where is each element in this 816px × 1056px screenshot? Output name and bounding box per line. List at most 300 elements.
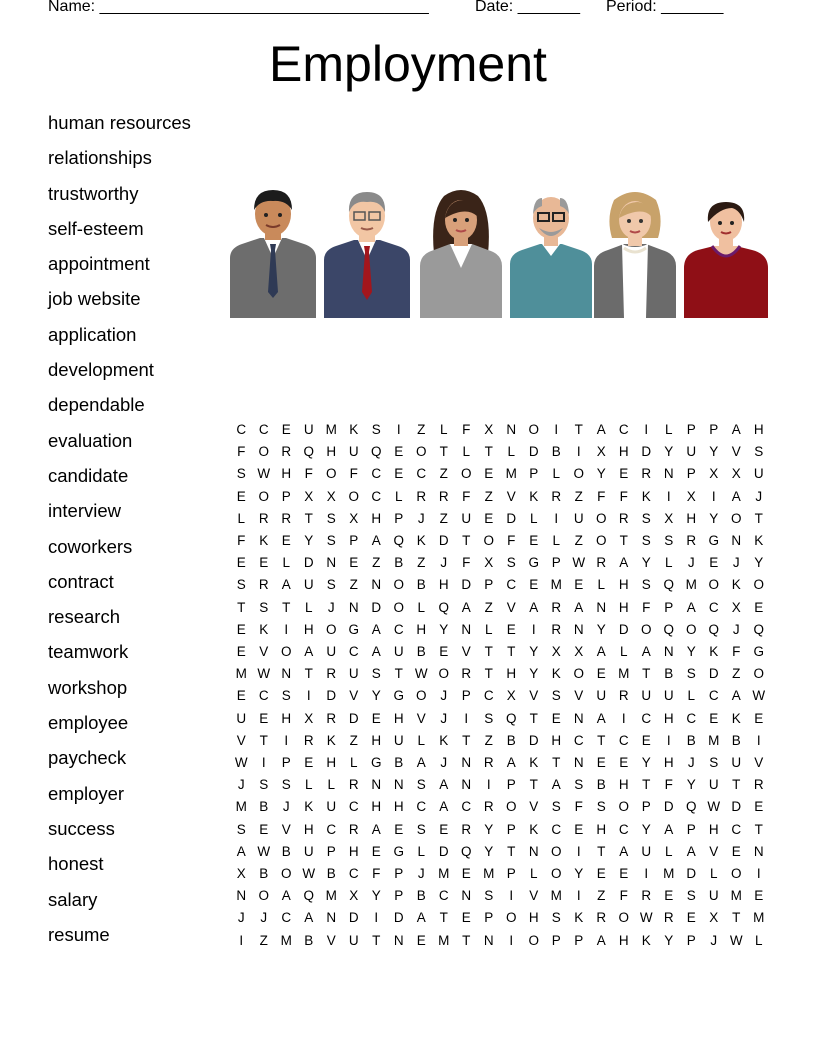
grid-cell[interactable]: I — [554, 510, 559, 526]
grid-cell[interactable]: R — [686, 533, 697, 549]
grid-cell[interactable]: I — [756, 732, 761, 748]
grid-cell[interactable]: H — [281, 466, 292, 482]
grid-cell[interactable]: E — [686, 910, 696, 926]
grid-cell[interactable]: M — [505, 466, 517, 482]
grid-cell[interactable]: W — [234, 755, 248, 771]
grid-cell[interactable]: U — [393, 644, 404, 660]
grid-cell[interactable]: B — [416, 577, 426, 593]
grid-cell[interactable]: V — [349, 688, 359, 704]
grid-cell[interactable]: V — [236, 732, 246, 748]
grid-cell[interactable]: Y — [304, 533, 314, 549]
grid-cell[interactable]: W — [639, 910, 653, 926]
grid-cell[interactable]: N — [461, 888, 472, 904]
grid-cell[interactable]: Q — [663, 621, 674, 637]
grid-cell[interactable]: F — [574, 799, 583, 815]
grid-cell[interactable]: M — [235, 666, 247, 682]
grid-cell[interactable]: V — [281, 821, 291, 837]
grid-cell[interactable]: P — [686, 466, 696, 482]
grid-cell[interactable]: B — [281, 843, 291, 859]
grid-cell[interactable]: K — [529, 755, 539, 771]
grid-cell[interactable]: J — [440, 710, 448, 726]
grid-cell[interactable]: U — [641, 843, 652, 859]
grid-cell[interactable]: M — [663, 866, 675, 882]
grid-cell[interactable]: Y — [484, 821, 494, 837]
grid-cell[interactable]: X — [326, 488, 336, 504]
grid-cell[interactable]: S — [574, 777, 584, 793]
grid-cell[interactable]: L — [462, 444, 470, 460]
grid-cell[interactable]: V — [574, 688, 584, 704]
grid-cell[interactable]: A — [281, 577, 291, 593]
grid-cell[interactable]: M — [550, 888, 562, 904]
grid-cell[interactable]: P — [349, 533, 359, 549]
grid-cell[interactable]: R — [258, 510, 269, 526]
grid-cell[interactable]: I — [284, 732, 289, 748]
grid-cell[interactable]: P — [641, 799, 651, 815]
grid-cell[interactable]: E — [461, 910, 471, 926]
grid-cell[interactable]: B — [686, 732, 696, 748]
grid-cell[interactable]: C — [573, 732, 584, 748]
grid-cell[interactable]: N — [528, 843, 539, 859]
grid-cell[interactable]: N — [753, 843, 764, 859]
grid-cell[interactable]: H — [551, 732, 562, 748]
grid-cell[interactable]: I — [666, 488, 671, 504]
grid-cell[interactable]: M — [325, 422, 337, 437]
grid-cell[interactable]: F — [597, 488, 606, 504]
grid-cell[interactable]: D — [348, 910, 359, 926]
grid-cell[interactable]: S — [551, 910, 561, 926]
grid-cell[interactable]: I — [756, 866, 761, 882]
grid-cell[interactable]: J — [260, 910, 268, 926]
grid-cell[interactable]: A — [731, 688, 741, 704]
grid-cell[interactable]: Z — [732, 666, 741, 682]
grid-cell[interactable]: A — [596, 644, 606, 660]
grid-cell[interactable]: E — [281, 533, 291, 549]
grid-cell[interactable]: S — [416, 821, 426, 837]
grid-cell[interactable]: S — [236, 577, 246, 593]
grid-cell[interactable]: S — [551, 688, 561, 704]
grid-cell[interactable]: L — [417, 599, 425, 615]
grid-cell[interactable]: K — [574, 910, 584, 926]
grid-cell[interactable]: Q — [303, 888, 314, 904]
grid-cell[interactable]: L — [349, 755, 358, 771]
grid-cell[interactable]: K — [641, 488, 651, 504]
grid-cell[interactable]: Z — [349, 732, 358, 748]
grid-cell[interactable]: C — [708, 688, 719, 704]
grid-cell[interactable]: I — [486, 777, 491, 793]
grid-cell[interactable]: I — [644, 422, 649, 437]
grid-cell[interactable]: D — [731, 799, 742, 815]
grid-cell[interactable]: T — [754, 510, 763, 526]
grid-cell[interactable]: Q — [505, 710, 517, 726]
grid-cell[interactable]: H — [348, 843, 359, 859]
grid-cell[interactable]: S — [281, 688, 291, 704]
grid-cell[interactable]: T — [754, 821, 763, 837]
grid-cell[interactable]: M — [235, 799, 247, 815]
grid-cell[interactable]: Z — [439, 510, 448, 526]
grid-cell[interactable]: M — [325, 888, 337, 904]
grid-cell[interactable]: L — [709, 866, 718, 882]
grid-cell[interactable]: Y — [484, 843, 494, 859]
grid-cell[interactable]: N — [573, 755, 584, 771]
grid-cell[interactable]: C — [618, 422, 629, 437]
grid-cell[interactable]: U — [731, 755, 742, 771]
grid-cell[interactable]: O — [415, 688, 427, 704]
grid-cell[interactable]: C — [438, 888, 449, 904]
grid-cell[interactable]: S — [551, 799, 561, 815]
grid-cell[interactable]: K — [529, 488, 539, 504]
grid-cell[interactable]: I — [711, 488, 716, 504]
grid-cell[interactable]: U — [303, 422, 314, 437]
grid-cell[interactable]: Z — [574, 488, 583, 504]
grid-cell[interactable]: R — [483, 755, 494, 771]
grid-cell[interactable]: K — [731, 577, 741, 593]
grid-cell[interactable]: B — [664, 666, 674, 682]
grid-cell[interactable]: O — [325, 621, 337, 637]
grid-cell[interactable]: R — [438, 488, 449, 504]
grid-cell[interactable]: N — [326, 555, 337, 571]
grid-cell[interactable]: X — [709, 466, 719, 482]
grid-cell[interactable]: B — [394, 555, 404, 571]
grid-cell[interactable]: H — [663, 755, 674, 771]
grid-cell[interactable]: Z — [417, 555, 426, 571]
grid-cell[interactable]: J — [687, 555, 695, 571]
grid-cell[interactable]: T — [394, 666, 403, 682]
grid-cell[interactable]: A — [664, 821, 674, 837]
grid-cell[interactable]: A — [371, 533, 381, 549]
name-field[interactable]: Name: _____________________________________ — [48, 0, 429, 15]
grid-cell[interactable]: O — [325, 466, 337, 482]
grid-cell[interactable]: A — [439, 777, 449, 793]
grid-cell[interactable]: J — [417, 510, 425, 526]
grid-cell[interactable]: G — [528, 555, 539, 571]
grid-cell[interactable]: R — [348, 821, 359, 837]
grid-cell[interactable]: P — [281, 488, 291, 504]
grid-cell[interactable]: R — [618, 510, 629, 526]
grid-cell[interactable]: O — [730, 866, 742, 882]
grid-cell[interactable]: S — [641, 510, 651, 526]
grid-cell[interactable]: T — [552, 755, 561, 771]
grid-cell[interactable]: T — [732, 910, 741, 926]
grid-cell[interactable]: X — [349, 510, 359, 526]
grid-cell[interactable]: U — [686, 444, 697, 460]
grid-cell[interactable]: U — [663, 688, 674, 704]
grid-cell[interactable]: J — [440, 688, 448, 704]
grid-cell[interactable]: G — [393, 688, 404, 704]
grid-cell[interactable]: B — [596, 777, 606, 793]
grid-cell[interactable]: A — [596, 710, 606, 726]
grid-cell[interactable]: M — [753, 910, 765, 926]
grid-cell[interactable]: C — [348, 799, 359, 815]
grid-cell[interactable]: E — [574, 821, 584, 837]
grid-cell[interactable]: X — [506, 688, 516, 704]
grid-cell[interactable]: R — [551, 488, 562, 504]
grid-cell[interactable]: D — [438, 533, 449, 549]
grid-cell[interactable]: S — [326, 577, 336, 593]
grid-cell[interactable]: A — [641, 644, 651, 660]
grid-cell[interactable]: C — [393, 621, 404, 637]
grid-cell[interactable]: L — [304, 599, 313, 615]
grid-cell[interactable]: K — [259, 621, 269, 637]
grid-cell[interactable]: I — [576, 444, 581, 460]
grid-cell[interactable]: O — [415, 444, 427, 460]
grid-cell[interactable]: F — [732, 644, 741, 660]
grid-cell[interactable]: C — [731, 821, 742, 837]
grid-cell[interactable]: C — [258, 688, 269, 704]
grid-cell[interactable]: K — [439, 732, 449, 748]
grid-cell[interactable]: H — [438, 577, 449, 593]
grid-cell[interactable]: T — [642, 777, 651, 793]
grid-cell[interactable]: L — [484, 621, 493, 637]
grid-cell[interactable]: C — [686, 710, 697, 726]
grid-cell[interactable]: U — [348, 932, 359, 948]
grid-cell[interactable]: P — [326, 843, 336, 859]
grid-cell[interactable]: I — [509, 932, 514, 948]
grid-cell[interactable]: P — [506, 777, 516, 793]
grid-cell[interactable]: U — [236, 710, 247, 726]
grid-cell[interactable]: Y — [371, 688, 381, 704]
grid-cell[interactable]: R — [483, 799, 494, 815]
grid-cell[interactable]: A — [619, 555, 629, 571]
grid-cell[interactable]: J — [732, 621, 740, 637]
grid-cell[interactable]: D — [393, 910, 404, 926]
grid-cell[interactable]: K — [304, 799, 314, 815]
grid-cell[interactable]: S — [506, 555, 516, 571]
grid-cell[interactable]: E — [439, 821, 449, 837]
grid-cell[interactable]: V — [529, 688, 539, 704]
grid-cell[interactable]: S — [484, 888, 494, 904]
grid-cell[interactable]: E — [596, 866, 606, 882]
grid-cell[interactable]: B — [326, 866, 336, 882]
grid-cell[interactable]: K — [529, 821, 539, 837]
grid-cell[interactable]: T — [732, 777, 741, 793]
grid-cell[interactable]: R — [281, 510, 292, 526]
grid-cell[interactable]: Y — [641, 555, 651, 571]
grid-cell[interactable]: O — [573, 466, 584, 482]
grid-cell[interactable]: L — [439, 422, 448, 437]
grid-cell[interactable]: N — [348, 599, 359, 615]
grid-cell[interactable]: I — [509, 888, 514, 904]
grid-cell[interactable]: P — [686, 821, 696, 837]
grid-cell[interactable]: R — [348, 777, 359, 793]
grid-cell[interactable]: N — [506, 422, 517, 437]
grid-cell[interactable]: N — [281, 666, 292, 682]
grid-cell[interactable]: C — [708, 599, 719, 615]
grid-cell[interactable]: U — [326, 799, 337, 815]
grid-cell[interactable]: U — [303, 843, 314, 859]
grid-cell[interactable]: I — [306, 688, 311, 704]
grid-cell[interactable]: T — [462, 932, 471, 948]
grid-cell[interactable]: T — [597, 843, 606, 859]
grid-cell[interactable]: H — [618, 444, 629, 460]
grid-cell[interactable]: C — [348, 644, 359, 660]
grid-cell[interactable]: U — [348, 444, 359, 460]
grid-cell[interactable]: Y — [754, 555, 764, 571]
grid-cell[interactable]: O — [280, 866, 292, 882]
grid-cell[interactable]: I — [576, 843, 581, 859]
grid-cell[interactable]: L — [417, 843, 425, 859]
grid-cell[interactable]: I — [374, 910, 379, 926]
grid-cell[interactable]: I — [239, 932, 244, 948]
period-field[interactable]: Period: _______ — [606, 0, 724, 15]
grid-cell[interactable]: S — [259, 599, 269, 615]
grid-cell[interactable]: A — [619, 843, 629, 859]
grid-cell[interactable]: J — [440, 555, 448, 571]
grid-cell[interactable]: S — [416, 777, 426, 793]
grid-cell[interactable]: T — [304, 510, 313, 526]
grid-cell[interactable]: U — [641, 688, 652, 704]
grid-cell[interactable]: E — [304, 755, 314, 771]
grid-cell[interactable]: C — [618, 821, 629, 837]
grid-cell[interactable]: E — [349, 555, 359, 571]
grid-cell[interactable]: P — [394, 888, 404, 904]
grid-cell[interactable]: T — [507, 843, 516, 859]
grid-cell[interactable]: N — [663, 466, 674, 482]
grid-cell[interactable]: T — [439, 910, 448, 926]
grid-cell[interactable]: D — [371, 599, 382, 615]
grid-cell[interactable]: O — [280, 644, 292, 660]
grid-cell[interactable]: N — [371, 577, 382, 593]
grid-cell[interactable]: Y — [439, 621, 449, 637]
grid-cell[interactable]: R — [641, 466, 652, 482]
grid-cell[interactable]: S — [686, 888, 696, 904]
grid-cell[interactable]: L — [394, 488, 403, 504]
grid-cell[interactable]: A — [529, 599, 539, 615]
grid-cell[interactable]: V — [326, 932, 336, 948]
grid-cell[interactable]: O — [573, 666, 584, 682]
grid-cell[interactable]: M — [438, 932, 450, 948]
grid-cell[interactable]: Y — [529, 644, 539, 660]
grid-cell[interactable]: R — [416, 488, 427, 504]
grid-cell[interactable]: H — [393, 799, 404, 815]
grid-cell[interactable]: Q — [663, 577, 674, 593]
grid-cell[interactable]: B — [416, 888, 426, 904]
grid-cell[interactable]: A — [731, 488, 741, 504]
grid-cell[interactable]: Q — [370, 444, 382, 460]
grid-cell[interactable]: E — [754, 710, 764, 726]
grid-cell[interactable]: A — [304, 644, 314, 660]
grid-cell[interactable]: Z — [439, 466, 448, 482]
grid-cell[interactable]: O — [393, 577, 404, 593]
grid-cell[interactable]: A — [439, 799, 449, 815]
grid-cell[interactable]: W — [729, 932, 743, 948]
grid-cell[interactable]: O — [595, 510, 607, 526]
grid-cell[interactable]: H — [663, 710, 674, 726]
grid-cell[interactable]: I — [644, 866, 649, 882]
grid-cell[interactable]: L — [529, 510, 538, 526]
grid-cell[interactable]: A — [574, 599, 584, 615]
grid-cell[interactable]: U — [348, 666, 359, 682]
grid-cell[interactable]: D — [708, 666, 719, 682]
grid-cell[interactable]: E — [439, 644, 449, 660]
grid-cell[interactable]: M — [685, 577, 697, 593]
grid-cell[interactable]: S — [281, 777, 291, 793]
grid-cell[interactable]: N — [236, 888, 247, 904]
grid-cell[interactable]: T — [642, 666, 651, 682]
grid-cell[interactable]: H — [303, 621, 314, 637]
grid-cell[interactable]: H — [371, 510, 382, 526]
grid-cell[interactable]: H — [753, 422, 764, 437]
grid-cell[interactable]: R — [326, 710, 337, 726]
grid-cell[interactable]: S — [326, 510, 336, 526]
grid-cell[interactable]: I — [576, 888, 581, 904]
grid-cell[interactable]: E — [596, 755, 606, 771]
grid-cell[interactable]: Q — [685, 799, 697, 815]
grid-cell[interactable]: W — [302, 866, 316, 882]
grid-cell[interactable]: N — [393, 777, 404, 793]
grid-cell[interactable]: A — [686, 599, 696, 615]
grid-cell[interactable]: E — [371, 710, 381, 726]
grid-cell[interactable]: V — [731, 444, 741, 460]
grid-cell[interactable]: H — [393, 710, 404, 726]
grid-cell[interactable]: M — [730, 888, 742, 904]
grid-cell[interactable]: T — [372, 932, 381, 948]
grid-cell[interactable]: R — [281, 444, 292, 460]
grid-cell[interactable]: P — [484, 577, 494, 593]
grid-cell[interactable]: H — [303, 821, 314, 837]
grid-cell[interactable]: O — [618, 799, 629, 815]
grid-cell[interactable]: P — [394, 866, 404, 882]
grid-cell[interactable]: U — [326, 644, 337, 660]
grid-cell[interactable]: D — [303, 555, 314, 571]
grid-cell[interactable]: P — [551, 555, 561, 571]
grid-cell[interactable]: H — [708, 821, 719, 837]
grid-cell[interactable]: M — [438, 866, 450, 882]
grid-cell[interactable]: W — [572, 555, 586, 571]
grid-cell[interactable]: K — [731, 710, 741, 726]
grid-cell[interactable]: S — [371, 422, 381, 437]
grid-cell[interactable]: F — [619, 888, 628, 904]
grid-cell[interactable]: K — [259, 533, 269, 549]
grid-cell[interactable]: H — [326, 755, 337, 771]
grid-cell[interactable]: K — [326, 732, 336, 748]
grid-cell[interactable]: P — [394, 510, 404, 526]
grid-cell[interactable]: J — [732, 555, 740, 571]
grid-cell[interactable]: X — [596, 444, 606, 460]
grid-cell[interactable]: O — [730, 510, 742, 526]
grid-cell[interactable]: S — [686, 666, 696, 682]
grid-cell[interactable]: J — [755, 488, 763, 504]
grid-cell[interactable]: S — [664, 533, 674, 549]
grid-cell[interactable]: S — [236, 466, 246, 482]
grid-cell[interactable]: I — [666, 732, 671, 748]
grid-cell[interactable]: V — [529, 799, 539, 815]
grid-cell[interactable]: Z — [484, 488, 493, 504]
grid-cell[interactable]: E — [574, 577, 584, 593]
grid-cell[interactable]: F — [304, 466, 313, 482]
grid-cell[interactable]: E — [236, 621, 246, 637]
grid-cell[interactable]: O — [348, 488, 359, 504]
grid-cell[interactable]: D — [618, 621, 629, 637]
grid-cell[interactable]: X — [686, 488, 696, 504]
grid-cell[interactable]: F — [237, 444, 246, 460]
grid-cell[interactable]: C — [371, 488, 382, 504]
grid-cell[interactable]: A — [596, 422, 606, 437]
grid-cell[interactable]: X — [484, 555, 494, 571]
grid-cell[interactable]: O — [618, 910, 629, 926]
grid-cell[interactable]: Y — [641, 821, 651, 837]
grid-cell[interactable]: P — [461, 688, 471, 704]
grid-cell[interactable]: Y — [686, 644, 696, 660]
grid-cell[interactable]: P — [551, 932, 561, 948]
grid-cell[interactable]: L — [664, 422, 673, 437]
grid-cell[interactable]: H — [506, 666, 517, 682]
grid-cell[interactable]: E — [619, 755, 629, 771]
grid-cell[interactable]: B — [259, 866, 269, 882]
grid-cell[interactable]: E — [461, 866, 471, 882]
grid-cell[interactable]: R — [551, 599, 562, 615]
grid-cell[interactable]: S — [371, 666, 381, 682]
grid-cell[interactable]: P — [281, 755, 291, 771]
